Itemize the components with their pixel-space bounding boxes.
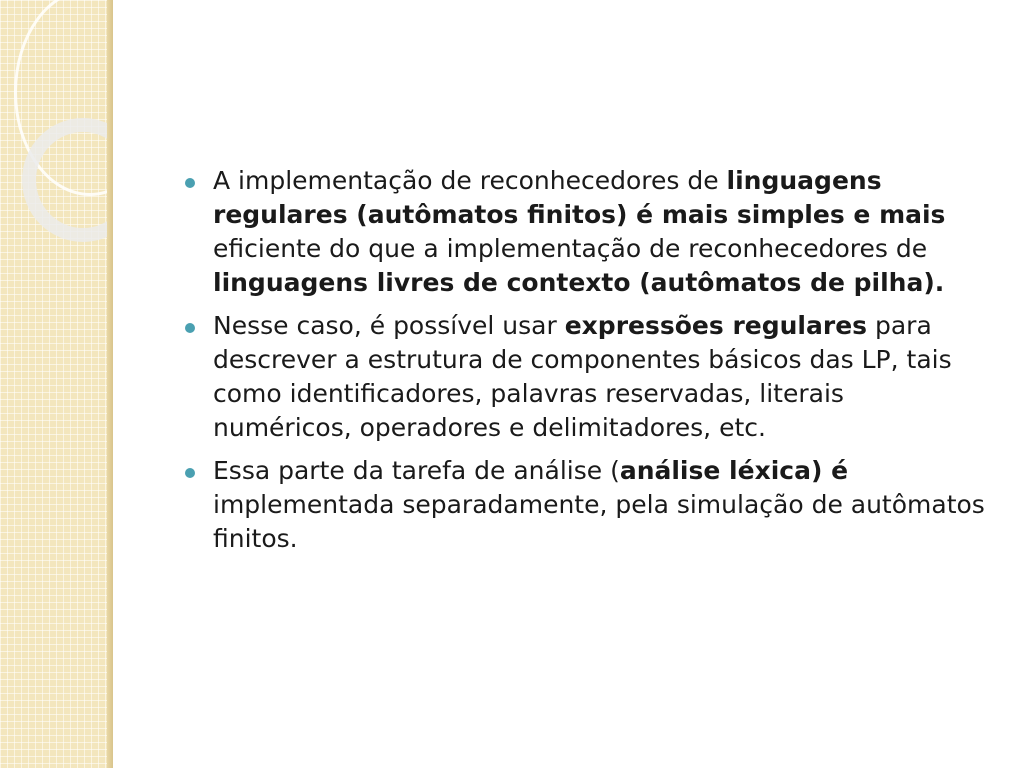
bullet-3-seg-1: Essa parte da tarefa de análise (: [213, 456, 620, 485]
bullet-2-seg-1: Nesse caso, é possível usar: [213, 311, 565, 340]
bullet-dot-icon: [185, 323, 195, 333]
decorative-sidebar: [0, 0, 113, 768]
bullet-dot-icon: [185, 468, 195, 478]
bullet-item-1: [180, 164, 990, 300]
bullet-1-seg-2: linguagens regulares (autômatos finitos) é mais simples e mais: [213, 166, 946, 229]
bullet-2-seg-3: para descrever a estrutura de componentes básicos das LP, tais como identificadores, palavras reservadas, literais numéricos, operadores e delimitadores, etc.: [213, 311, 952, 442]
bullet-item-2: [180, 309, 990, 445]
bullet-dot-icon: [185, 178, 195, 188]
bullet-2-seg-2: expressões regulares: [564, 311, 868, 340]
bullet-list: [180, 164, 990, 556]
bullet-item-3: [180, 454, 990, 556]
bullet-1-seg-3: eficiente do que a implementação de reconhecedores de: [213, 234, 928, 263]
bullet-1-seg-4: linguagens livres de contexto (autômatos de pilha).: [213, 268, 945, 297]
slide-content: [180, 164, 990, 565]
bullet-3-seg-3: implementada separadamente, pela simulação de autômatos finitos.: [213, 490, 985, 553]
sidebar-edge: [107, 0, 113, 768]
bullet-1-seg-1: A implementação de reconhecedores de: [213, 166, 727, 195]
bullet-3-seg-2: análise léxica) é: [619, 456, 849, 485]
